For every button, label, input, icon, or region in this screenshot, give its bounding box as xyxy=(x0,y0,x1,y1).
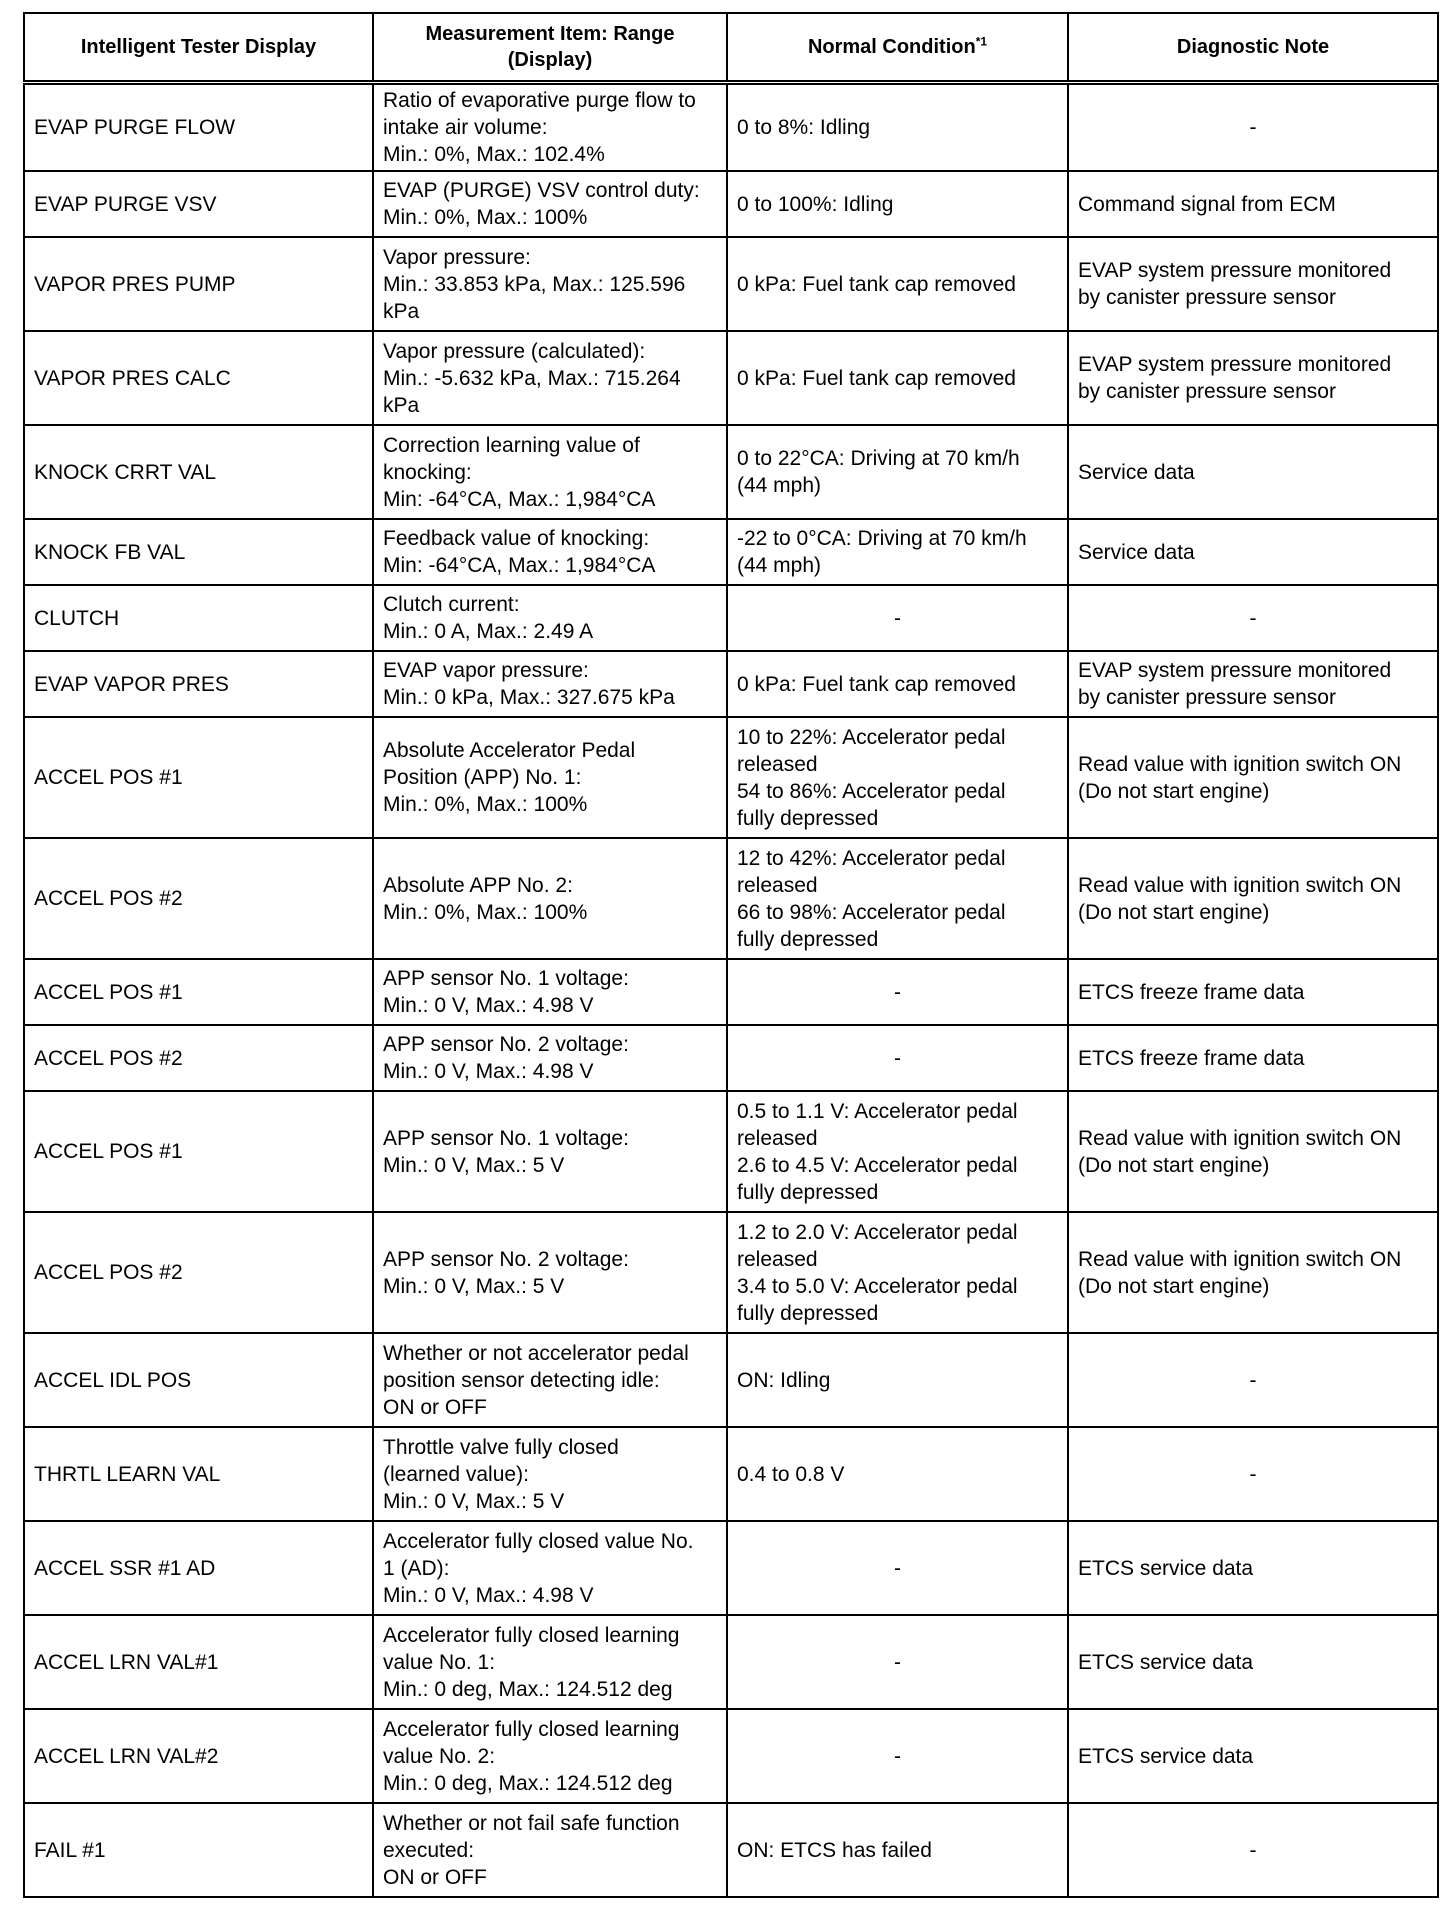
cell-normal: 0 to 100%: Idling xyxy=(727,171,1068,237)
table-row xyxy=(24,959,1438,1025)
cell-note: - xyxy=(1068,83,1438,172)
cell-measurement: Accelerator fully closed value No. 1 (AD): Min.: 0 V, Max.: 4.98 V xyxy=(373,1521,727,1615)
cell-measurement: APP sensor No. 1 voltage: Min.: 0 V, Max.: 5 V xyxy=(373,1091,727,1212)
table-row xyxy=(24,331,1438,425)
cell-normal: - xyxy=(727,1615,1068,1709)
header-measurement-item: Measurement Item: Range (Display) xyxy=(373,13,727,83)
cell-normal: 12 to 42%: Accelerator pedal released 66 to 98%: Accelerator pedal fully depressed xyxy=(727,838,1068,959)
table-row xyxy=(24,1427,1438,1521)
cell-measurement: APP sensor No. 1 voltage: Min.: 0 V, Max.: 4.98 V xyxy=(373,959,727,1025)
table-row xyxy=(24,1803,1438,1897)
cell-measurement: Accelerator fully closed learning value No. 2: Min.: 0 deg, Max.: 124.512 deg xyxy=(373,1709,727,1803)
cell-display: ACCEL POS #1 xyxy=(24,1091,373,1212)
cell-normal: 0.5 to 1.1 V: Accelerator pedal released 2.6 to 4.5 V: Accelerator pedal fully depressed xyxy=(727,1091,1068,1212)
cell-measurement: Feedback value of knocking: Min: -64°CA, Max.: 1,984°CA xyxy=(373,519,727,585)
cell-measurement: Ratio of evaporative purge flow to intake air volume: Min.: 0%, Max.: 102.4% xyxy=(373,83,727,172)
table-row xyxy=(24,519,1438,585)
table-row xyxy=(24,171,1438,237)
cell-measurement: APP sensor No. 2 voltage: Min.: 0 V, Max.: 4.98 V xyxy=(373,1025,727,1091)
cell-normal: -22 to 0°CA: Driving at 70 km/h (44 mph) xyxy=(727,519,1068,585)
cell-normal: 1.2 to 2.0 V: Accelerator pedal released 3.4 to 5.0 V: Accelerator pedal fully depressed xyxy=(727,1212,1068,1333)
cell-normal: 0 to 8%: Idling xyxy=(727,83,1068,172)
cell-note: Command signal from ECM xyxy=(1068,171,1438,237)
cell-display: ACCEL POS #1 xyxy=(24,959,373,1025)
cell-measurement: Absolute APP No. 2: Min.: 0%, Max.: 100% xyxy=(373,838,727,959)
table-row xyxy=(24,1333,1438,1427)
table-row xyxy=(24,1521,1438,1615)
cell-measurement: Vapor pressure: Min.: 33.853 kPa, Max.: 125.596 kPa xyxy=(373,237,727,331)
table-row xyxy=(24,585,1438,651)
tester-data-table xyxy=(23,12,1439,1898)
table-row xyxy=(24,838,1438,959)
table-row xyxy=(24,717,1438,838)
cell-display: ACCEL IDL POS xyxy=(24,1333,373,1427)
cell-normal: - xyxy=(727,585,1068,651)
cell-display: EVAP PURGE FLOW xyxy=(24,83,373,172)
cell-note: Read value with ignition switch ON (Do not start engine) xyxy=(1068,717,1438,838)
table-row xyxy=(24,1709,1438,1803)
cell-display: VAPOR PRES CALC xyxy=(24,331,373,425)
cell-note: Service data xyxy=(1068,425,1438,519)
cell-note: Read value with ignition switch ON (Do not start engine) xyxy=(1068,1091,1438,1212)
header-tester-display: Intelligent Tester Display xyxy=(24,13,373,83)
table-row xyxy=(24,1212,1438,1333)
cell-note: ETCS service data xyxy=(1068,1521,1438,1615)
cell-note: EVAP system pressure monitored by canister pressure sensor xyxy=(1068,237,1438,331)
cell-display: ACCEL POS #2 xyxy=(24,1212,373,1333)
cell-display: ACCEL LRN VAL#2 xyxy=(24,1709,373,1803)
cell-display: VAPOR PRES PUMP xyxy=(24,237,373,331)
cell-note: - xyxy=(1068,585,1438,651)
cell-display: KNOCK FB VAL xyxy=(24,519,373,585)
cell-note: Service data xyxy=(1068,519,1438,585)
cell-measurement: Throttle valve fully closed (learned value): Min.: 0 V, Max.: 5 V xyxy=(373,1427,727,1521)
cell-display: ACCEL POS #2 xyxy=(24,838,373,959)
table-row xyxy=(24,1615,1438,1709)
table-row xyxy=(24,1091,1438,1212)
header-row xyxy=(24,13,1438,83)
cell-normal: 0 kPa: Fuel tank cap removed xyxy=(727,237,1068,331)
cell-display: FAIL #1 xyxy=(24,1803,373,1897)
cell-measurement: Correction learning value of knocking: Min: -64°CA, Max.: 1,984°CA xyxy=(373,425,727,519)
cell-note: ETCS freeze frame data xyxy=(1068,959,1438,1025)
cell-display: EVAP VAPOR PRES xyxy=(24,651,373,717)
cell-measurement: Whether or not fail safe function executed: ON or OFF xyxy=(373,1803,727,1897)
cell-measurement: Accelerator fully closed learning value No. 1: Min.: 0 deg, Max.: 124.512 deg xyxy=(373,1615,727,1709)
cell-display: ACCEL POS #1 xyxy=(24,717,373,838)
cell-normal: ON: ETCS has failed xyxy=(727,1803,1068,1897)
cell-measurement: Whether or not accelerator pedal position sensor detecting idle: ON or OFF xyxy=(373,1333,727,1427)
cell-note: Read value with ignition switch ON (Do not start engine) xyxy=(1068,838,1438,959)
table-body xyxy=(24,83,1438,1898)
cell-display: KNOCK CRRT VAL xyxy=(24,425,373,519)
header-diagnostic-note: Diagnostic Note xyxy=(1068,13,1438,83)
cell-measurement: Clutch current: Min.: 0 A, Max.: 2.49 A xyxy=(373,585,727,651)
cell-normal: 0 to 22°CA: Driving at 70 km/h (44 mph) xyxy=(727,425,1068,519)
cell-measurement: EVAP (PURGE) VSV control duty: Min.: 0%, Max.: 100% xyxy=(373,171,727,237)
cell-display: ACCEL LRN VAL#1 xyxy=(24,1615,373,1709)
cell-display: THRTL LEARN VAL xyxy=(24,1427,373,1521)
cell-normal: - xyxy=(727,1709,1068,1803)
cell-display: CLUTCH xyxy=(24,585,373,651)
cell-note: Read value with ignition switch ON (Do not start engine) xyxy=(1068,1212,1438,1333)
cell-measurement: Vapor pressure (calculated): Min.: -5.632 kPa, Max.: 715.264 kPa xyxy=(373,331,727,425)
cell-measurement: Absolute Accelerator Pedal Position (APP) No. 1: Min.: 0%, Max.: 100% xyxy=(373,717,727,838)
cell-note: - xyxy=(1068,1803,1438,1897)
table-row xyxy=(24,1025,1438,1091)
cell-note: EVAP system pressure monitored by canister pressure sensor xyxy=(1068,651,1438,717)
cell-note: - xyxy=(1068,1427,1438,1521)
cell-measurement: EVAP vapor pressure: Min.: 0 kPa, Max.: 327.675 kPa xyxy=(373,651,727,717)
table-row xyxy=(24,425,1438,519)
table-row xyxy=(24,651,1438,717)
cell-display: ACCEL POS #2 xyxy=(24,1025,373,1091)
table-row xyxy=(24,83,1438,172)
footnote-marker: *1 xyxy=(975,34,988,49)
cell-normal: 10 to 22%: Accelerator pedal released 54 to 86%: Accelerator pedal fully depressed xyxy=(727,717,1068,838)
cell-normal: 0 kPa: Fuel tank cap removed xyxy=(727,331,1068,425)
cell-normal: 0 kPa: Fuel tank cap removed xyxy=(727,651,1068,717)
cell-normal: - xyxy=(727,1025,1068,1091)
header-normal-condition-label: Normal Condition xyxy=(807,36,976,58)
table-row xyxy=(24,237,1438,331)
cell-normal: ON: Idling xyxy=(727,1333,1068,1427)
cell-measurement: APP sensor No. 2 voltage: Min.: 0 V, Max.: 5 V xyxy=(373,1212,727,1333)
cell-note: - xyxy=(1068,1333,1438,1427)
cell-display: EVAP PURGE VSV xyxy=(24,171,373,237)
cell-display: ACCEL SSR #1 AD xyxy=(24,1521,373,1615)
cell-note: ETCS service data xyxy=(1068,1709,1438,1803)
cell-normal: - xyxy=(727,959,1068,1025)
cell-normal: 0.4 to 0.8 V xyxy=(727,1427,1068,1521)
cell-normal: - xyxy=(727,1521,1068,1615)
cell-note: EVAP system pressure monitored by canister pressure sensor xyxy=(1068,331,1438,425)
header-normal-condition xyxy=(727,13,1068,83)
cell-note: ETCS service data xyxy=(1068,1615,1438,1709)
cell-note: ETCS freeze frame data xyxy=(1068,1025,1438,1091)
